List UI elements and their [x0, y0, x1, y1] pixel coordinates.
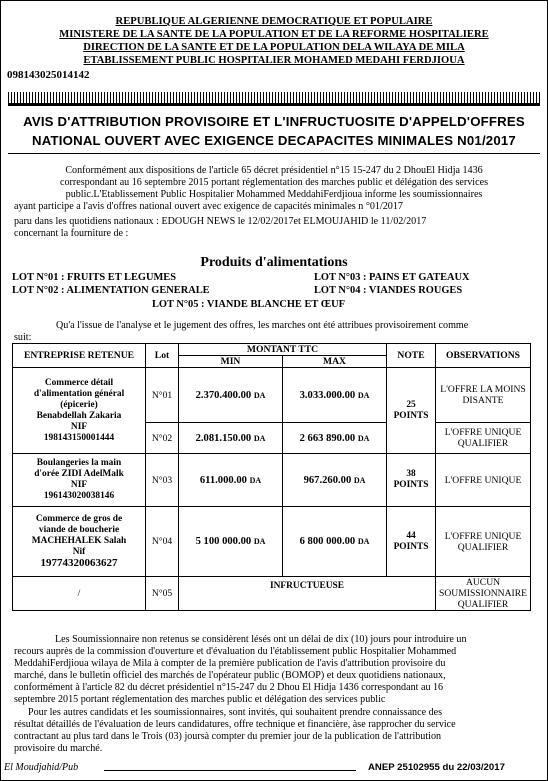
observation-cell: L'OFFRE UNIQUE QUALIFIER — [436, 423, 531, 454]
entreprise-text: d'orée ZIDI AdelMalk — [34, 469, 124, 479]
footer-p2-line-3: contractant au plus tard dans le Trois (03) joursà compter du premier jour de la publication de l'attribution — [14, 731, 442, 742]
entreprise-text: NIF — [70, 480, 88, 490]
footer-p1-line-2: recours auprès de la commission d'ouverture et d'évaluation du l'établissement public Hospitalier Mohammed — [14, 646, 457, 657]
observation-cell: L'OFFRE UNIQUE — [436, 454, 531, 507]
products-title: Produits d'alimentations — [200, 255, 348, 270]
note-unit: POINTS — [393, 541, 429, 552]
currency: DA — [253, 537, 266, 546]
footer-p2-line-2: résultat détaillés de l'évaluation de leurs candidatures, offre technique et financière, àse rapprocher du service — [14, 719, 456, 730]
max-amount: 2 663 890.00 — [299, 432, 356, 444]
min-amount-cell — [179, 423, 283, 454]
header-entreprise: ENTREPRISE RETENUE — [13, 344, 146, 368]
entreprise-text: 198143150001444 — [43, 432, 115, 443]
footer-p2-line-4: provisoire du marché. — [14, 743, 103, 754]
note-cell — [387, 507, 436, 577]
currency: DA — [249, 475, 262, 485]
entreprise-text: Commerce détail — [44, 377, 114, 388]
status-cell: INFRUCTUEUSE — [179, 577, 436, 611]
lot-cell: N°01 — [146, 368, 179, 423]
entreprise-text: Benabdellah Zakaria — [36, 410, 122, 421]
lot-cell: N°02 — [146, 423, 179, 454]
lot-cell: N°05 — [146, 577, 179, 611]
header-min: MIN — [179, 356, 283, 368]
table-row — [13, 368, 531, 423]
title-line-1: AVIS D'ATTRIBUTION PROVISOIRE ET L'INFRUCTUOSITE D'APPELD'OFFRES — [23, 114, 525, 129]
analysis-line-1: Qu'a l'issue de l'analyse et le jugement des offres, les marches ont été attribues provisoirement comme — [56, 320, 469, 331]
analysis-line-2: suit: — [14, 332, 32, 343]
currency: DA — [357, 537, 370, 546]
observation-cell: AUCUN SOUMISSIONNAIRE QUALIFIER — [436, 577, 531, 611]
entreprise-text: NIF — [70, 421, 88, 432]
min-amount: 5 100 000.00 — [195, 536, 252, 547]
lot-02: LOT N°02 : ALIMENTATION GENERALE — [12, 285, 210, 296]
header-line-3: DIRECTION DE LA SANTE ET DE LA POPULATION DELA WILAYA DE MILA — [83, 42, 465, 53]
header-line-4: ETABLISSEMENT PUBLIC HOSPITALIER MOHAMED MEDAHI FERDJIOUA — [83, 55, 465, 66]
heavy-rule — [8, 103, 540, 106]
footer-p1-line-4: marché, dans le bulletin officiel des marchés de l'opérateur public (BOMOP) et deux quotidiens nationaux, — [14, 670, 446, 681]
min-amount-cell — [179, 507, 283, 577]
header-max: MAX — [283, 356, 387, 368]
lot-03: LOT N°03 : PAINS ET GATEAUX — [314, 272, 470, 283]
max-amount: 967.260.00 — [303, 474, 352, 486]
lot-cell: N°03 — [146, 454, 179, 507]
header-line-2: MINISTERE DE LA SANTE DE LA POPULATION ET DE LA REFORME HOSPITALIERE — [59, 29, 489, 40]
note-unit: POINTS — [393, 410, 429, 421]
max-amount-cell — [283, 454, 387, 507]
entreprise-text: 19774320063627 — [40, 557, 118, 569]
note-value: 44 — [406, 530, 416, 541]
footer-p1-line-5: conformément à l'article 82 du décret présidentiel n°15-247 du 2 Dhou El Hidja 1436 correspondant au 16 — [14, 682, 444, 693]
results-table — [12, 343, 531, 611]
note-value: 38 — [406, 469, 416, 479]
min-amount-cell — [179, 454, 283, 507]
note-unit: POINTS — [393, 480, 429, 490]
max-amount-cell — [283, 423, 387, 454]
table-row — [13, 454, 531, 507]
entreprise-text: Boulangeries la main — [36, 458, 122, 468]
min-amount: 2.081.150.00 — [195, 432, 252, 444]
entreprise-text: Commerce de gros de — [35, 514, 123, 524]
intro-line-1: Conformément aux dispositions de l'article 65 décret présidentiel n°15 15-247 du 2 DhouEl Hidja 1436 — [65, 165, 483, 176]
currency: DA — [357, 390, 370, 400]
observation-cell: L'OFFRE LA MOINS DISANTE — [436, 368, 531, 423]
entreprise-cell — [13, 454, 146, 507]
intro-line-2: correspondant au 16 septembre 2015 portant réglementation des marches public et délégation des services — [60, 177, 488, 188]
currency: DA — [357, 433, 370, 443]
currency: DA — [253, 390, 266, 400]
max-amount: 6 800 000.00 — [299, 536, 356, 547]
hatched-rule — [8, 92, 540, 103]
header-observations: OBSERVATIONS — [436, 344, 531, 368]
max-amount: 3.033.000.00 — [299, 389, 356, 401]
lot-cell: N°04 — [146, 507, 179, 577]
entreprise-text: Nif — [72, 547, 86, 557]
table-row — [13, 577, 531, 611]
table-row — [13, 507, 531, 577]
footer-p1-line-3: MeddahiFerdjioua wilaya de Mila à compter de la première publication de l'avis d'attribution provisoire du — [14, 658, 446, 669]
lot-04: LOT N°04 : VIANDES ROUGES — [314, 285, 463, 296]
lot-01: LOT N°01 : FRUITS ET LEGUMES — [12, 272, 176, 283]
intro-line-3: public.L'Etablissement Public Hospitalier Mohammed MeddahiFerdjioua informe les soumissionnaires — [65, 189, 483, 200]
entreprise-text: 196143020038146 — [43, 491, 115, 501]
currency: DA — [253, 433, 266, 443]
entreprise-text: MACHEHALEK Salah — [31, 536, 127, 546]
note-value: 25 — [406, 399, 416, 410]
title-rule — [8, 153, 540, 154]
entreprise-text: viande de boucherie — [38, 525, 120, 535]
intro-line-5: paru dans les quotidiens nationaux : EDOUGH NEWS le 12/02/2017et ELMOUJAHID le 11/02/2017 — [14, 216, 427, 227]
header-montant: MONTANT TTC — [179, 344, 387, 356]
entreprise-text: (épicerie) — [60, 399, 98, 410]
header-lot: Lot — [146, 344, 179, 368]
title-line-2: NATIONAL OUVERT AVEC EXIGENCE DECAPACITES MINIMALES N01/2017 — [32, 133, 516, 148]
entreprise-cell: / — [13, 577, 146, 611]
footer-p1-line-1: Les Soumissionnaire non retenus se considèrent lésés ont un délai de dix (10) jours pour introduire un — [55, 634, 467, 645]
intro-line-6: concernant la fourniture de : — [14, 228, 129, 239]
min-amount: 611.000.00 — [199, 474, 247, 486]
header-note: NOTE — [387, 344, 436, 368]
anep-reference: ANEP 25102955 du 22/03/2017 — [368, 762, 505, 773]
table-header-row — [13, 344, 531, 356]
reference-number: 098143025014142 — [7, 69, 90, 81]
bottom-rule — [104, 770, 356, 771]
note-cell — [387, 368, 436, 454]
min-amount: 2.370.400.00 — [195, 389, 252, 401]
footer-p2-line-1: Pour les autres candidats et les soumissionnaires, sont invités, qui souhaitent prendre connaissance des — [28, 707, 443, 718]
observation-cell: L'OFFRE UNIQUE QUALIFIER — [436, 507, 531, 577]
footer-p1-line-6: septembre 2015 portant réglementation des marches public et délégation des services public — [14, 694, 386, 705]
min-amount-cell — [179, 368, 283, 423]
intro-line-4: ayant participe a l'avis d'offres national ouvert avec exigence de capacités minimales n °01/2017 — [14, 201, 403, 212]
currency: DA — [353, 475, 366, 485]
entreprise-text: d'alimentation général — [33, 388, 125, 399]
header-line-1: REPUBLIQUE ALGERIENNE DEMOCRATIQUE ET POPULAIRE — [115, 16, 433, 27]
note-cell — [387, 454, 436, 507]
entreprise-cell — [13, 507, 146, 577]
max-amount-cell — [283, 507, 387, 577]
max-amount-cell — [283, 368, 387, 423]
publication-source: El Moudjahid/Pub — [4, 762, 79, 773]
lot-05: LOT N°05 : VIANDE BLANCHE ET ŒUF — [152, 299, 345, 310]
entreprise-cell — [13, 368, 146, 454]
